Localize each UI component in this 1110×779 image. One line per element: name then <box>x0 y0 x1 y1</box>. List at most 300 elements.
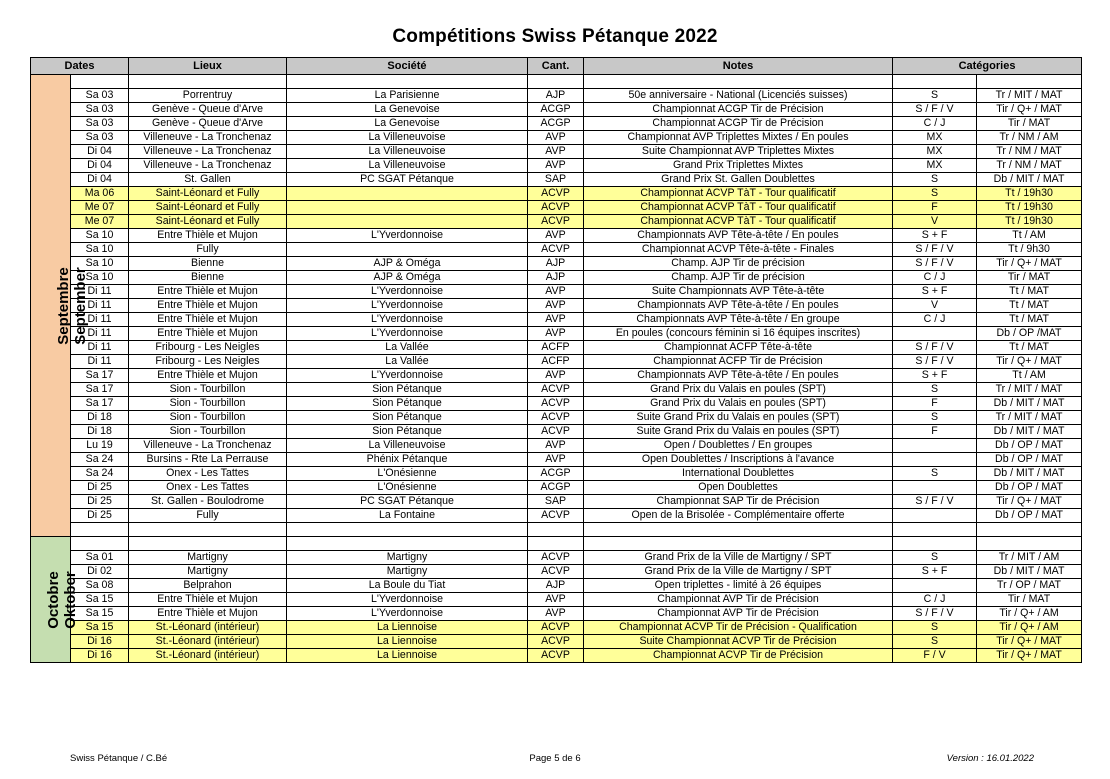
canton-cell: AVP <box>528 313 584 327</box>
category-detail-cell: Tir / Q+ / MAT <box>977 103 1082 117</box>
date-cell: Sa 24 <box>71 453 129 467</box>
lieu-cell: Entre Thièle et Mujon <box>129 299 287 313</box>
category-cell: S <box>893 621 977 635</box>
empty-cell <box>287 75 528 89</box>
societe-cell: PC SGAT Pétanque <box>287 173 528 187</box>
table-row <box>31 201 1082 215</box>
canton-cell: ACVP <box>528 411 584 425</box>
category-detail-cell: Tt / MAT <box>977 299 1082 313</box>
category-detail-cell: Tt / 19h30 <box>977 215 1082 229</box>
societe-cell: La Villeneuvoise <box>287 159 528 173</box>
notes-cell: Championnat ACVP Tir de Précision <box>584 649 893 663</box>
canton-cell: SAP <box>528 495 584 509</box>
notes-cell: Championnats AVP Tête-à-tête / En poules <box>584 369 893 383</box>
date-cell: Di 11 <box>71 313 129 327</box>
date-cell: Sa 10 <box>71 257 129 271</box>
category-detail-cell: Tr / MIT / MAT <box>977 89 1082 103</box>
category-detail-cell: Db / MIT / MAT <box>977 425 1082 439</box>
societe-cell: La Fontaine <box>287 509 528 523</box>
lieu-cell: Genève - Queue d'Arve <box>129 103 287 117</box>
category-detail-cell: Tt / MAT <box>977 285 1082 299</box>
category-cell: S + F <box>893 369 977 383</box>
category-cell: C / J <box>893 271 977 285</box>
table-row <box>31 621 1082 635</box>
table-row <box>31 159 1082 173</box>
category-detail-cell: Tir / MAT <box>977 271 1082 285</box>
empty-cell <box>584 523 893 537</box>
category-detail-cell: Tt / AM <box>977 369 1082 383</box>
table-row <box>31 607 1082 621</box>
canton-cell: ACVP <box>528 187 584 201</box>
date-cell: Di 02 <box>71 565 129 579</box>
date-cell: Sa 01 <box>71 551 129 565</box>
category-cell: V <box>893 299 977 313</box>
date-cell: Sa 03 <box>71 117 129 131</box>
notes-cell: Open / Doublettes / En groupes <box>584 439 893 453</box>
lieu-cell: Saint-Léonard et Fully <box>129 201 287 215</box>
notes-cell: Suite Grand Prix du Valais en poules (SPT) <box>584 425 893 439</box>
category-detail-cell: Tir / Q+ / MAT <box>977 495 1082 509</box>
societe-cell: AJP & Oméga <box>287 271 528 285</box>
table-row <box>31 243 1082 257</box>
date-cell: Di 11 <box>71 341 129 355</box>
empty-cell <box>893 537 977 551</box>
societe-cell: L'Yverdonnoise <box>287 327 528 341</box>
notes-cell: Championnat AVP Tir de Précision <box>584 593 893 607</box>
societe-cell: La Villeneuvoise <box>287 131 528 145</box>
empty-cell <box>977 537 1082 551</box>
notes-cell: Grand Prix du Valais en poules (SPT) <box>584 383 893 397</box>
date-cell: Sa 17 <box>71 369 129 383</box>
notes-cell: Grand Prix du Valais en poules (SPT) <box>584 397 893 411</box>
category-detail-cell: Tt / 9h30 <box>977 243 1082 257</box>
lieu-cell: Fribourg - Les Neigles <box>129 341 287 355</box>
category-cell: S <box>893 383 977 397</box>
notes-cell: Grand Prix Triplettes Mixtes <box>584 159 893 173</box>
canton-cell: ACVP <box>528 509 584 523</box>
header-cant: Cant. <box>528 58 584 75</box>
societe-cell: L'Onésienne <box>287 467 528 481</box>
category-detail-cell: Db / MIT / MAT <box>977 397 1082 411</box>
notes-cell: Championnats AVP Tête-à-tête / En poules <box>584 299 893 313</box>
date-cell: Sa 17 <box>71 397 129 411</box>
canton-cell: ACGP <box>528 103 584 117</box>
lieu-cell: Martigny <box>129 565 287 579</box>
table-row <box>31 383 1082 397</box>
canton-cell: AVP <box>528 453 584 467</box>
canton-cell: ACVP <box>528 565 584 579</box>
table-row <box>31 481 1082 495</box>
societe-cell: L'Yverdonnoise <box>287 285 528 299</box>
canton-cell: AJP <box>528 271 584 285</box>
category-cell: S / F / V <box>893 243 977 257</box>
societe-cell: L'Yverdonnoise <box>287 607 528 621</box>
date-cell: Di 25 <box>71 509 129 523</box>
societe-cell: La Liennoise <box>287 621 528 635</box>
lieu-cell: Sion - Tourbillon <box>129 411 287 425</box>
date-cell: Me 07 <box>71 201 129 215</box>
societe-cell: La Genevoise <box>287 103 528 117</box>
category-detail-cell: Db / OP /MAT <box>977 327 1082 341</box>
date-cell: Di 11 <box>71 299 129 313</box>
category-detail-cell: Db / MIT / MAT <box>977 173 1082 187</box>
empty-cell <box>528 523 584 537</box>
canton-cell: ACFP <box>528 355 584 369</box>
category-cell: S + F <box>893 285 977 299</box>
month-september-de: September <box>71 266 89 345</box>
date-cell: Di 04 <box>71 173 129 187</box>
category-cell: C / J <box>893 313 977 327</box>
notes-cell: Championnat ACFP Tête-à-tête <box>584 341 893 355</box>
canton-cell: AVP <box>528 327 584 341</box>
canton-cell: AVP <box>528 159 584 173</box>
lieu-cell: Entre Thièle et Mujon <box>129 285 287 299</box>
notes-cell: Championnat ACVP Tête-à-tête - Finales <box>584 243 893 257</box>
lieu-cell: St. Gallen - Boulodrome <box>129 495 287 509</box>
societe-cell: Sion Pétanque <box>287 425 528 439</box>
category-cell: S / F / V <box>893 257 977 271</box>
notes-cell: Championnat ACVP TàT - Tour qualificatif <box>584 215 893 229</box>
month-october <box>31 537 79 663</box>
canton-cell: ACVP <box>528 649 584 663</box>
notes-cell: En poules (concours féminin si 16 équipes inscrites) <box>584 327 893 341</box>
notes-cell: Championnats AVP Tête-à-tête / En groupe <box>584 313 893 327</box>
date-cell: Sa 03 <box>71 89 129 103</box>
category-cell <box>893 453 977 467</box>
lieu-cell: St.-Léonard (intérieur) <box>129 635 287 649</box>
category-detail-cell: Db / OP / MAT <box>977 509 1082 523</box>
lieu-cell: Fribourg - Les Neigles <box>129 355 287 369</box>
societe-cell: La Vallée <box>287 355 528 369</box>
empty-cell <box>71 523 129 537</box>
canton-cell: AVP <box>528 593 584 607</box>
lieu-cell: Villeneuve - La Tronchenaz <box>129 159 287 173</box>
category-detail-cell: Tir / Q+ / MAT <box>977 649 1082 663</box>
empty-cell <box>893 523 977 537</box>
canton-cell: ACVP <box>528 243 584 257</box>
category-cell <box>893 579 977 593</box>
category-cell: S / F / V <box>893 607 977 621</box>
societe-cell: La Liennoise <box>287 635 528 649</box>
table-row <box>31 117 1082 131</box>
empty-cell <box>71 75 129 89</box>
societe-cell: La Villeneuvoise <box>287 439 528 453</box>
table-row <box>31 649 1082 663</box>
table-row <box>31 551 1082 565</box>
notes-cell: Champ. AJP Tir de précision <box>584 271 893 285</box>
table-row <box>31 355 1082 369</box>
category-cell: S / F / V <box>893 341 977 355</box>
header-categories: Catégories <box>893 58 1082 75</box>
lieu-cell: Martigny <box>129 551 287 565</box>
category-cell: F <box>893 201 977 215</box>
date-cell: Lu 19 <box>71 439 129 453</box>
month-october-fr: Octobre <box>44 570 62 629</box>
societe-cell: PC SGAT Pétanque <box>287 495 528 509</box>
category-cell: C / J <box>893 117 977 131</box>
table-row <box>31 411 1082 425</box>
notes-cell: Grand Prix de la Ville de Martigny / SPT <box>584 551 893 565</box>
notes-cell: Championnat AVP Triplettes Mixtes / En poules <box>584 131 893 145</box>
category-cell: C / J <box>893 593 977 607</box>
notes-cell: Championnat ACVP TàT - Tour qualificatif <box>584 187 893 201</box>
category-cell: V <box>893 215 977 229</box>
header-dates: Dates <box>31 58 129 75</box>
category-cell: S <box>893 187 977 201</box>
notes-cell: Grand Prix de la Ville de Martigny / SPT <box>584 565 893 579</box>
table-row <box>31 635 1082 649</box>
lieu-cell: Bienne <box>129 271 287 285</box>
canton-cell: ACVP <box>528 201 584 215</box>
societe-cell: L'Yverdonnoise <box>287 593 528 607</box>
canton-cell: AJP <box>528 89 584 103</box>
month-september <box>31 75 89 537</box>
category-detail-cell: Tr / MIT / MAT <box>977 411 1082 425</box>
header-lieux: Lieux <box>129 58 287 75</box>
category-detail-cell: Tt / 19h30 <box>977 187 1082 201</box>
month-october-de: Oktober <box>61 570 79 629</box>
societe-cell: L'Yverdonnoise <box>287 229 528 243</box>
notes-cell: Open de la Brisolée - Complémentaire offerte <box>584 509 893 523</box>
table-row <box>31 495 1082 509</box>
competition-table <box>30 57 1082 663</box>
canton-cell: AVP <box>528 285 584 299</box>
category-detail-cell: Tr / OP / MAT <box>977 579 1082 593</box>
month-september-label <box>55 267 89 345</box>
category-cell: S + F <box>893 229 977 243</box>
canton-cell: ACVP <box>528 621 584 635</box>
canton-cell: AVP <box>528 369 584 383</box>
canton-cell: AJP <box>528 579 584 593</box>
canton-cell: ACVP <box>528 425 584 439</box>
category-detail-cell: Tir / Q+ / MAT <box>977 635 1082 649</box>
table-row <box>31 509 1082 523</box>
societe-cell <box>287 201 528 215</box>
table-row <box>31 145 1082 159</box>
empty-cell <box>287 523 528 537</box>
lieu-cell: St.-Léonard (intérieur) <box>129 621 287 635</box>
date-cell: Di 11 <box>71 327 129 341</box>
date-cell: Di 25 <box>71 481 129 495</box>
notes-cell: Championnat AVP Tir de Précision <box>584 607 893 621</box>
category-detail-cell: Tr / NM / MAT <box>977 159 1082 173</box>
table-row <box>31 565 1082 579</box>
societe-cell <box>287 187 528 201</box>
canton-cell: ACFP <box>528 341 584 355</box>
spacer-row <box>31 537 1082 551</box>
societe-cell: AJP & Oméga <box>287 257 528 271</box>
canton-cell: AVP <box>528 607 584 621</box>
date-cell: Di 16 <box>71 649 129 663</box>
notes-cell: Championnat ACFP Tir de Précision <box>584 355 893 369</box>
category-cell: MX <box>893 159 977 173</box>
notes-cell: Open Doublettes <box>584 481 893 495</box>
table-row <box>31 89 1082 103</box>
date-cell: Ma 06 <box>71 187 129 201</box>
empty-cell <box>977 523 1082 537</box>
lieu-cell: Entre Thièle et Mujon <box>129 593 287 607</box>
footer-author: Swiss Pétanque / C.Bé <box>70 753 168 764</box>
category-cell: S / F / V <box>893 495 977 509</box>
category-cell: F <box>893 425 977 439</box>
lieu-cell: Belprahon <box>129 579 287 593</box>
category-cell: MX <box>893 145 977 159</box>
societe-cell: L'Yverdonnoise <box>287 299 528 313</box>
canton-cell: AJP <box>528 257 584 271</box>
societe-cell: La Villeneuvoise <box>287 145 528 159</box>
table-row <box>31 215 1082 229</box>
date-cell: Di 04 <box>71 159 129 173</box>
notes-cell: Grand Prix St. Gallen Doublettes <box>584 173 893 187</box>
date-cell: Di 18 <box>71 425 129 439</box>
canton-cell: AVP <box>528 229 584 243</box>
table-row <box>31 299 1082 313</box>
societe-cell: Martigny <box>287 565 528 579</box>
header-notes: Notes <box>584 58 893 75</box>
category-detail-cell: Tir / Q+ / MAT <box>977 355 1082 369</box>
category-cell <box>893 327 977 341</box>
canton-cell: ACVP <box>528 635 584 649</box>
category-cell: S + F <box>893 565 977 579</box>
notes-cell: Championnats AVP Tête-à-tête / En poules <box>584 229 893 243</box>
category-detail-cell: Tt / MAT <box>977 313 1082 327</box>
lieu-cell: Sion - Tourbillon <box>129 397 287 411</box>
lieu-cell: St.-Léonard (intérieur) <box>129 649 287 663</box>
date-cell: Di 11 <box>71 355 129 369</box>
empty-cell <box>528 537 584 551</box>
lieu-cell: Onex - Les Tattes <box>129 467 287 481</box>
lieu-cell: Entre Thièle et Mujon <box>129 313 287 327</box>
category-detail-cell: Tir / Q+ / AM <box>977 621 1082 635</box>
category-cell <box>893 509 977 523</box>
category-detail-cell: Db / OP / MAT <box>977 439 1082 453</box>
lieu-cell: Entre Thièle et Mujon <box>129 229 287 243</box>
lieu-cell: Entre Thièle et Mujon <box>129 327 287 341</box>
date-cell: Sa 03 <box>71 103 129 117</box>
date-cell: Sa 15 <box>71 621 129 635</box>
lieu-cell: Sion - Tourbillon <box>129 383 287 397</box>
table-row <box>31 229 1082 243</box>
category-detail-cell: Tir / MAT <box>977 593 1082 607</box>
canton-cell: ACGP <box>528 481 584 495</box>
lieu-cell: Entre Thièle et Mujon <box>129 607 287 621</box>
lieu-cell: Bursins - Rte La Perrause <box>129 453 287 467</box>
societe-cell: La Liennoise <box>287 649 528 663</box>
category-cell: S / F / V <box>893 355 977 369</box>
societe-cell: Sion Pétanque <box>287 383 528 397</box>
date-cell: Sa 15 <box>71 607 129 621</box>
societe-cell <box>287 243 528 257</box>
date-cell: Sa 08 <box>71 579 129 593</box>
lieu-cell: Villeneuve - La Tronchenaz <box>129 439 287 453</box>
category-detail-cell: Db / MIT / MAT <box>977 467 1082 481</box>
table-row <box>31 593 1082 607</box>
societe-cell <box>287 215 528 229</box>
empty-cell <box>584 537 893 551</box>
lieu-cell: Fully <box>129 243 287 257</box>
societe-cell: Sion Pétanque <box>287 397 528 411</box>
notes-cell: Championnat ACGP Tir de Précision <box>584 103 893 117</box>
table-row <box>31 453 1082 467</box>
table-row <box>31 369 1082 383</box>
category-cell: F / V <box>893 649 977 663</box>
societe-cell: La Vallée <box>287 341 528 355</box>
date-cell: Di 04 <box>71 145 129 159</box>
spacer-row <box>31 75 1082 89</box>
category-detail-cell: Tr / MIT / AM <box>977 551 1082 565</box>
societe-cell: Sion Pétanque <box>287 411 528 425</box>
lieu-cell: Saint-Léonard et Fully <box>129 187 287 201</box>
date-cell: Sa 10 <box>71 243 129 257</box>
lieu-cell: Porrentruy <box>129 89 287 103</box>
table-row <box>31 397 1082 411</box>
category-detail-cell: Tir / MAT <box>977 117 1082 131</box>
date-cell: Di 18 <box>71 411 129 425</box>
date-cell: Sa 10 <box>71 229 129 243</box>
category-cell: S <box>893 635 977 649</box>
societe-cell: Phénix Pétanque <box>287 453 528 467</box>
category-cell: MX <box>893 131 977 145</box>
notes-cell: Champ. AJP Tir de précision <box>584 257 893 271</box>
footer-version: Version : 16.01.2022 <box>946 753 1034 764</box>
spacer-row <box>31 523 1082 537</box>
category-detail-cell: Tir / Q+ / AM <box>977 607 1082 621</box>
category-detail-cell: Tr / NM / AM <box>977 131 1082 145</box>
lieu-cell: Villeneuve - La Tronchenaz <box>129 145 287 159</box>
empty-cell <box>584 75 893 89</box>
societe-cell: La Boule du Tiat <box>287 579 528 593</box>
notes-cell: Suite Grand Prix du Valais en poules (SPT) <box>584 411 893 425</box>
date-cell: Di 16 <box>71 635 129 649</box>
canton-cell: AVP <box>528 131 584 145</box>
lieu-cell: Sion - Tourbillon <box>129 425 287 439</box>
empty-cell <box>71 537 129 551</box>
date-cell: Sa 15 <box>71 593 129 607</box>
category-detail-cell: Tt / AM <box>977 229 1082 243</box>
category-cell: S <box>893 89 977 103</box>
table-row <box>31 131 1082 145</box>
category-detail-cell: Db / MIT / MAT <box>977 565 1082 579</box>
table-row <box>31 187 1082 201</box>
date-cell: Sa 03 <box>71 131 129 145</box>
societe-cell: L'Onésienne <box>287 481 528 495</box>
notes-cell: 50e anniversaire - National (Licenciés suisses) <box>584 89 893 103</box>
canton-cell: AVP <box>528 439 584 453</box>
lieu-cell: Bienne <box>129 257 287 271</box>
notes-cell: International Doublettes <box>584 467 893 481</box>
month-september-fr: Septembre <box>54 266 72 345</box>
canton-cell: ACGP <box>528 117 584 131</box>
date-cell: Di 11 <box>71 285 129 299</box>
notes-cell: Championnat ACGP Tir de Précision <box>584 117 893 131</box>
page-title: Compétitions Swiss Pétanque 2022 <box>392 26 718 47</box>
category-detail-cell: Db / OP / MAT <box>977 481 1082 495</box>
date-cell: Sa 17 <box>71 383 129 397</box>
canton-cell: AVP <box>528 145 584 159</box>
category-detail-cell: Db / OP / MAT <box>977 453 1082 467</box>
table-row <box>31 257 1082 271</box>
notes-cell: Suite Championnat ACVP Tir de Précision <box>584 635 893 649</box>
canton-cell: ACVP <box>528 551 584 565</box>
table-row <box>31 103 1082 117</box>
category-cell: S / F / V <box>893 103 977 117</box>
empty-cell <box>129 523 287 537</box>
empty-cell <box>893 75 977 89</box>
table-row <box>31 327 1082 341</box>
lieu-cell: Saint-Léonard et Fully <box>129 215 287 229</box>
canton-cell: ACVP <box>528 215 584 229</box>
societe-cell: L'Yverdonnoise <box>287 369 528 383</box>
